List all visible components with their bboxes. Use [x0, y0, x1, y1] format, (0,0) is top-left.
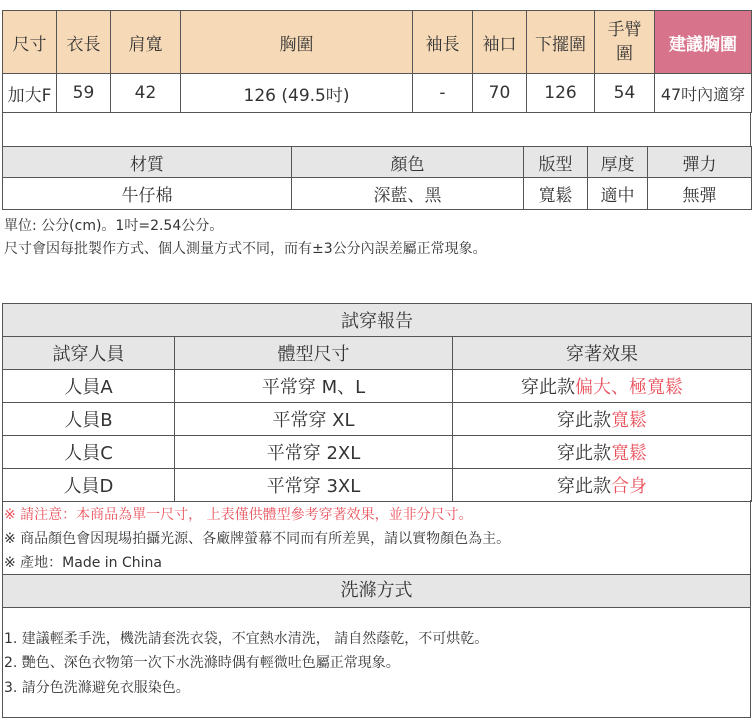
size-b: 平常穿 XL: [175, 403, 453, 436]
washing-item-3: 3. 請分色洗滌避免衣服染色。: [4, 680, 190, 696]
effect-highlight: 寬鬆: [611, 443, 647, 464]
table-row: [3, 403, 752, 436]
header-thickness: 厚度: [588, 147, 648, 178]
unit-note: 單位: 公分(cm)。1吋=2.54公分。: [4, 218, 224, 234]
effect-highlight: 偏大、極寬鬆: [575, 377, 683, 398]
table-row: [3, 436, 752, 469]
cell-material: 牛仔棉: [3, 178, 292, 210]
cell-hem: 126: [527, 74, 595, 113]
washing-item-2: 2. 艷色、深色衣物第一次下水洗滌時偶有輕微吐色屬正常現象。: [4, 655, 400, 671]
person-d: 人員D: [3, 469, 175, 502]
cell-thickness: 適中: [588, 178, 648, 210]
person-a: 人員A: [3, 370, 175, 403]
header-elasticity: 彈力: [648, 147, 752, 178]
material-table: [2, 146, 752, 210]
fit-report-title: 試穿報告: [3, 304, 752, 337]
header-cuff: 袖口: [473, 11, 527, 74]
cell-elasticity: 無彈: [648, 178, 752, 210]
header-effect: 穿著效果: [453, 337, 752, 370]
header-size: 尺寸: [3, 11, 57, 74]
effect-highlight: 合身: [611, 476, 647, 497]
person-c: 人員C: [3, 436, 175, 469]
fit-title-row: [3, 304, 752, 337]
cell-fit: 寬鬆: [524, 178, 588, 210]
header-shoulder: 肩寬: [111, 11, 181, 74]
header-color: 顏色: [292, 147, 524, 178]
effect-b: [453, 403, 752, 436]
table-row: [3, 370, 752, 403]
header-person: 試穿人員: [3, 337, 175, 370]
origin-note: ※ 產地：Made in China: [4, 555, 162, 571]
effect-prefix: 穿此款: [557, 443, 611, 464]
header-arm-line2: 圍: [616, 44, 633, 64]
header-arm: [595, 11, 655, 74]
cell-recommended-chest: 47吋內適穿: [655, 74, 752, 113]
size-c: 平常穿 2XL: [175, 436, 453, 469]
error-note: 尺寸會因每批製作方式、個人測量方式不同，而有±3公分內誤差屬正常現象。: [4, 241, 487, 257]
cell-sleeve-length: -: [413, 74, 473, 113]
person-b: 人員B: [3, 403, 175, 436]
header-hem: 下擺圍: [527, 11, 595, 74]
fit-header-row: [3, 337, 752, 370]
header-arm-line1: 手臂: [607, 20, 642, 40]
blank-spacer-row: [2, 113, 751, 147]
washing-item-1: 1. 建議輕柔手洗，機洗請套洗衣袋，不宜熱水清洗， 請自然蔭乾，不可烘乾。: [4, 631, 489, 647]
cell-color: 深藍、黑: [292, 178, 524, 210]
header-body-size: 體型尺寸: [175, 337, 453, 370]
cell-cuff: 70: [473, 74, 527, 113]
size-data-row: [3, 74, 752, 113]
size-a: 平常穿 M、L: [175, 370, 453, 403]
header-length: 衣長: [57, 11, 111, 74]
cell-arm: 54: [595, 74, 655, 113]
header-sleeve-length: 袖長: [413, 11, 473, 74]
header-fit: 版型: [524, 147, 588, 178]
single-size-warning: ※ 請注意：本商品為單一尺寸， 上表僅供體型參考穿著效果，並非分尺寸。: [4, 507, 473, 523]
effect-c: [453, 436, 752, 469]
material-data-row: [3, 178, 752, 210]
effect-a: [453, 370, 752, 403]
effect-prefix: 穿此款: [557, 476, 611, 497]
material-header-row: [3, 147, 752, 178]
header-recommended-chest: 建議胸圍: [655, 11, 752, 74]
washing-title: 洗滌方式: [2, 574, 751, 608]
size-table: [2, 10, 752, 113]
cell-chest: 126 (49.5吋): [181, 74, 413, 113]
cell-length: 59: [57, 74, 111, 113]
cell-shoulder: 42: [111, 74, 181, 113]
header-material: 材質: [3, 147, 292, 178]
header-chest: 胸圍: [181, 11, 413, 74]
size-header-row: [3, 11, 752, 74]
fit-report-table: [2, 303, 752, 502]
effect-highlight: 寬鬆: [611, 410, 647, 431]
cell-size: 加大F: [3, 74, 57, 113]
color-warning: ※ 商品顏色會因現場拍攝光源、各廠牌螢幕不同而有所差異，請以實物顏色為主。: [4, 531, 511, 547]
effect-prefix: 穿此款: [521, 377, 575, 398]
size-d: 平常穿 3XL: [175, 469, 453, 502]
table-row: [3, 469, 752, 502]
effect-d: [453, 469, 752, 502]
effect-prefix: 穿此款: [557, 410, 611, 431]
